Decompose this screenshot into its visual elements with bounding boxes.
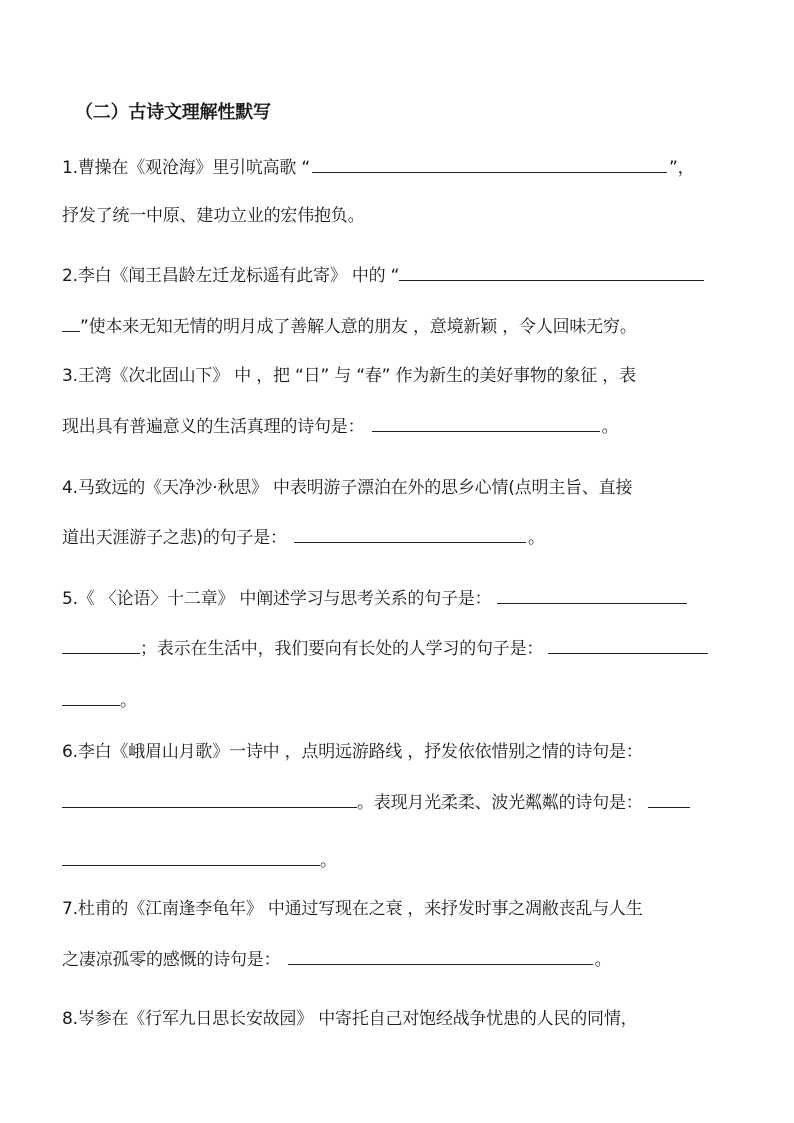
answer-blank-2b[interactable]: [62, 314, 80, 332]
question-6-line-2: [62, 790, 742, 815]
answer-blank-5c[interactable]: [548, 636, 708, 654]
question-1-text: 1.曹操在《观沧海》里引吭高歌 “: [62, 158, 311, 178]
question-1-close: ”，: [669, 158, 695, 178]
question-2-text-2: ”使本来无知无情的明月成了善解人意的朋友 ，意境新颖 ，令人回味无穷。: [80, 317, 637, 337]
question-7-end: 。: [594, 950, 612, 970]
section-heading: （二）古诗文理解性默写: [75, 102, 271, 123]
answer-blank-1[interactable]: [312, 155, 667, 173]
question-4-end: 。: [528, 528, 545, 548]
question-6-end: 。: [320, 851, 337, 871]
question-3-text: 现出具有普遍意义的生活真理的诗句是：: [62, 417, 370, 437]
question-1-line-2: 抒发了统一中原、建功立业的宏伟抱负。: [62, 206, 365, 226]
question-3-line-2: [62, 414, 742, 439]
question-3-end: 。: [601, 417, 619, 437]
question-1-line-1: [62, 155, 742, 180]
question-3-line-1: 3.王湾《次北固山下》 中 ，把 “日” 与 “春” 作为新生的美好事物的象征 ，表: [62, 366, 636, 386]
question-6-line-3: [62, 848, 742, 873]
question-7-text: 之凄凉孤零的感慨的诗句是：: [62, 950, 286, 970]
question-5-line-2: [62, 636, 742, 661]
question-4-text: 道出天涯游子之悲)的句子是：: [62, 528, 293, 548]
answer-blank-6b[interactable]: [648, 790, 690, 808]
answer-blank-2a[interactable]: [399, 263, 704, 281]
answer-blank-4[interactable]: [294, 525, 526, 543]
answer-blank-3[interactable]: [372, 414, 600, 432]
question-5-end: 。: [120, 691, 137, 711]
question-7-line-2: [62, 947, 742, 972]
answer-blank-5b[interactable]: [62, 636, 140, 654]
question-6-text-2: 。表现月光柔柔、波光粼粼的诗句是：: [357, 793, 648, 813]
question-4-line-1: 4.马致远的《天净沙·秋思》 中表明游子漂泊在外的思乡心情(点明主旨、直接: [62, 478, 633, 498]
question-2-text: 2.李白《闻王昌龄左迁龙标遥有此寄》 中的 “: [62, 266, 400, 286]
question-2-line-2: [62, 314, 742, 339]
question-5-text: 5.《 〈论语〉十二章》 中阐述学习与思考关系的句子是：: [62, 589, 497, 609]
question-4-line-2: [62, 525, 742, 550]
answer-blank-6c[interactable]: [62, 848, 320, 866]
answer-blank-6a[interactable]: [62, 790, 357, 808]
answer-blank-7[interactable]: [288, 947, 593, 965]
question-7-line-1: 7.杜甫的《江南逢李龟年》 中通过写现在之衰 ，来抒发时事之凋敝丧乱与人生: [62, 899, 643, 919]
question-5-line-3: [62, 688, 742, 713]
question-2-line-1: [62, 263, 742, 288]
question-5-line-1: [62, 586, 742, 611]
answer-blank-5d[interactable]: [62, 688, 120, 706]
answer-blank-5a[interactable]: [497, 586, 687, 604]
question-6-line-1: 6.李白《峨眉山月歌》一诗中 ，点明远游路线 ，抒发依依惜别之情的诗句是：: [62, 742, 643, 762]
question-8-line-1: 8.岑参在《行军九日思长安故园》 中寄托自己对饱经战争忧患的人民的同情，: [62, 1009, 638, 1029]
question-5-text-2: ；表示在生活中，我们要向有长处的人学习的句子是：: [140, 639, 549, 659]
